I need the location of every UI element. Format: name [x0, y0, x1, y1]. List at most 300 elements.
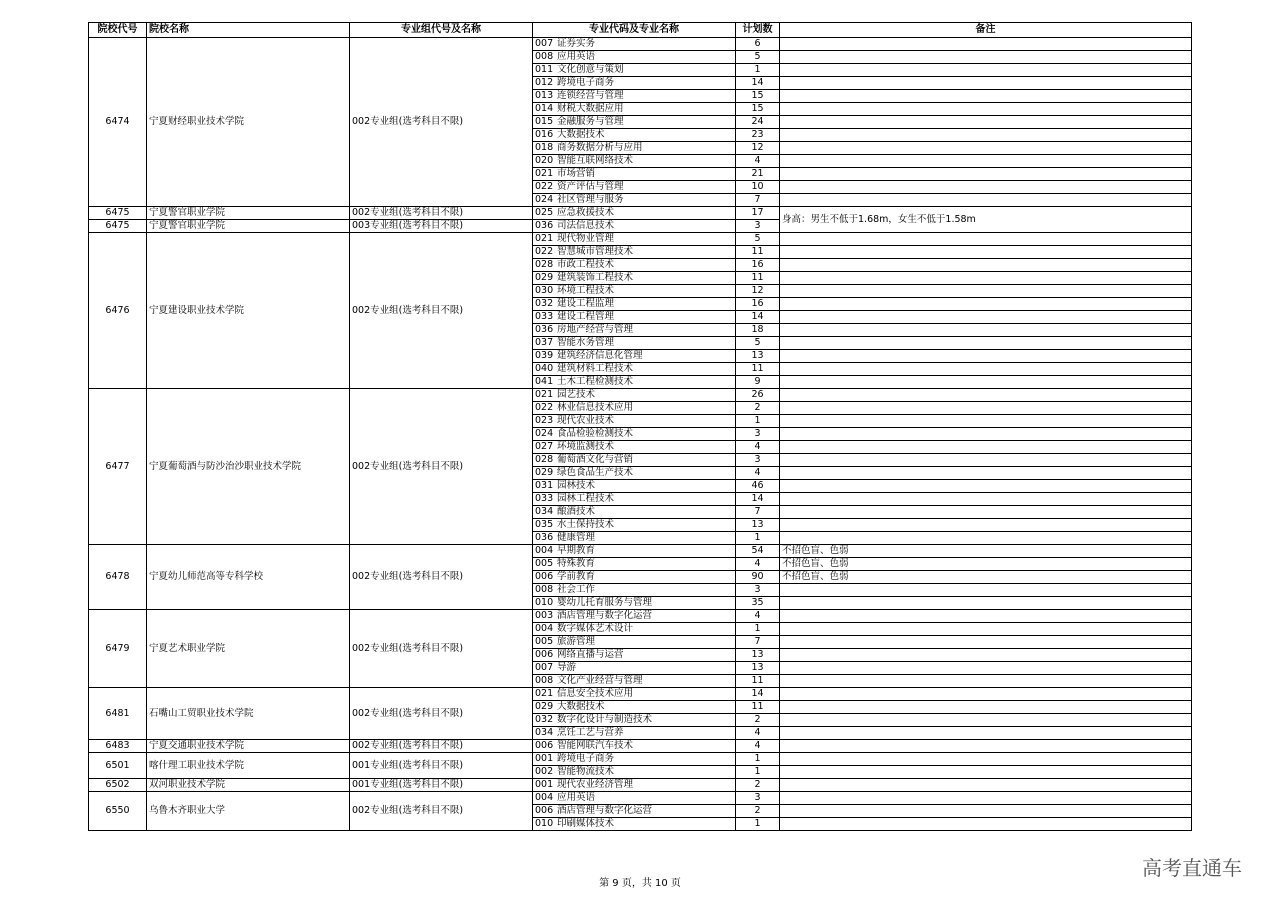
plan-cell: 11 [736, 363, 780, 376]
note-cell [780, 753, 1192, 766]
plan-cell: 7 [736, 194, 780, 207]
major-code: 029 [535, 272, 554, 284]
table-row [89, 779, 1192, 792]
major-code: 021 [535, 233, 554, 245]
major-name: 水土保持技术 [557, 519, 615, 531]
major-name: 跨境电子商务 [557, 753, 615, 765]
major-name: 大数据技术 [557, 129, 605, 141]
major-code: 008 [535, 584, 554, 596]
major-cell [533, 623, 736, 636]
note-cell [780, 246, 1192, 259]
plan-cell: 23 [736, 129, 780, 142]
major-code: 040 [535, 363, 554, 375]
group-cell: 002专业组(选考科目不限) [350, 740, 533, 753]
plan-cell: 15 [736, 90, 780, 103]
plan-cell: 15 [736, 103, 780, 116]
plan-cell: 1 [736, 64, 780, 77]
note-cell: 不招色盲、色弱 [780, 558, 1192, 571]
note-cell [780, 389, 1192, 402]
major-cell [533, 636, 736, 649]
note-cell [780, 623, 1192, 636]
major-code: 006 [535, 805, 554, 817]
group-cell: 002专业组(选考科目不限) [350, 38, 533, 207]
table-row [89, 38, 1192, 51]
school-name-cell: 宁夏警官职业学院 [147, 220, 350, 233]
note-cell [780, 532, 1192, 545]
major-cell [533, 415, 736, 428]
major-cell [533, 402, 736, 415]
major-code: 010 [535, 597, 554, 609]
plan-cell: 4 [736, 155, 780, 168]
note-cell [780, 766, 1192, 779]
plan-cell: 54 [736, 545, 780, 558]
group-cell: 002专业组(选考科目不限) [350, 688, 533, 740]
major-code: 021 [535, 389, 554, 401]
school-code-cell: 6477 [89, 389, 147, 545]
school-code-cell: 6502 [89, 779, 147, 792]
major-name: 学前教育 [557, 571, 596, 583]
plan-cell: 1 [736, 415, 780, 428]
plan-cell: 13 [736, 350, 780, 363]
major-name: 特殊教育 [557, 558, 596, 570]
plan-cell: 4 [736, 441, 780, 454]
plan-cell: 4 [736, 610, 780, 623]
major-code: 039 [535, 350, 554, 362]
major-code: 023 [535, 415, 554, 427]
major-name: 证券实务 [557, 38, 596, 50]
plan-cell: 5 [736, 233, 780, 246]
major-cell [533, 103, 736, 116]
school-code-cell: 6476 [89, 233, 147, 389]
major-name: 印刷媒体技术 [557, 818, 615, 830]
major-cell [533, 493, 736, 506]
major-cell [533, 77, 736, 90]
school-code-cell: 6501 [89, 753, 147, 779]
major-code: 013 [535, 90, 554, 102]
major-code: 002 [535, 766, 554, 778]
plan-cell: 4 [736, 558, 780, 571]
plan-cell: 24 [736, 116, 780, 129]
major-cell [533, 610, 736, 623]
note-cell [780, 38, 1192, 51]
major-code: 010 [535, 818, 554, 830]
major-code: 020 [535, 155, 554, 167]
note-cell [780, 805, 1192, 818]
major-name: 建筑装饰工程技术 [557, 272, 634, 284]
major-name: 园艺技术 [557, 389, 596, 401]
major-code: 033 [535, 493, 554, 505]
major-cell [533, 740, 736, 753]
major-name: 环境工程技术 [557, 285, 615, 297]
major-cell [533, 285, 736, 298]
school-code-cell: 6478 [89, 545, 147, 610]
major-cell [533, 454, 736, 467]
note-cell [780, 233, 1192, 246]
plan-cell: 2 [736, 714, 780, 727]
plan-cell: 5 [736, 51, 780, 64]
plan-cell: 3 [736, 428, 780, 441]
note-cell [780, 285, 1192, 298]
major-cell [533, 688, 736, 701]
plan-cell: 2 [736, 402, 780, 415]
note-cell [780, 519, 1192, 532]
major-cell [533, 324, 736, 337]
major-name: 园林工程技术 [557, 493, 615, 505]
major-name: 房地产经营与管理 [557, 324, 634, 336]
group-cell: 002专业组(选考科目不限) [350, 207, 533, 220]
note-cell [780, 64, 1192, 77]
major-code: 031 [535, 480, 554, 492]
note-cell [780, 649, 1192, 662]
major-code: 015 [535, 116, 554, 128]
plan-cell: 18 [736, 324, 780, 337]
major-cell [533, 584, 736, 597]
major-cell [533, 142, 736, 155]
plan-cell: 1 [736, 818, 780, 831]
major-cell [533, 155, 736, 168]
header-row [89, 23, 1192, 38]
major-code: 025 [535, 207, 554, 219]
plan-cell: 3 [736, 584, 780, 597]
major-cell [533, 64, 736, 77]
major-cell [533, 506, 736, 519]
plan-cell: 90 [736, 571, 780, 584]
major-name: 现代农业技术 [557, 415, 615, 427]
plan-cell: 5 [736, 337, 780, 350]
note-cell [780, 727, 1192, 740]
major-code: 036 [535, 220, 554, 232]
note-cell [780, 103, 1192, 116]
table-row [89, 753, 1192, 766]
header-major: 专业代码及专业名称 [533, 23, 736, 38]
plan-cell: 13 [736, 649, 780, 662]
major-name: 酒店管理与数字化运营 [557, 610, 653, 622]
major-code: 021 [535, 168, 554, 180]
header-group: 专业组代号及名称 [350, 23, 533, 38]
major-code: 008 [535, 675, 554, 687]
major-name: 建筑材料工程技术 [557, 363, 634, 375]
major-name: 园林技术 [557, 480, 596, 492]
table-row [89, 389, 1192, 402]
note-cell [780, 714, 1192, 727]
school-name-cell: 宁夏建设职业技术学院 [147, 233, 350, 389]
major-name: 现代物业管理 [557, 233, 615, 245]
major-name: 连锁经营与管理 [557, 90, 624, 102]
group-cell: 003专业组(选考科目不限) [350, 220, 533, 233]
note-cell: 不招色盲、色弱 [780, 545, 1192, 558]
major-name: 婴幼儿托育服务与管理 [557, 597, 653, 609]
note-cell [780, 116, 1192, 129]
note-cell: 身高：男生不低于1.68m，女生不低于1.58m [780, 207, 1192, 233]
plan-cell: 4 [736, 467, 780, 480]
major-name: 智能网联汽车技术 [557, 740, 634, 752]
plan-cell: 1 [736, 766, 780, 779]
major-code: 006 [535, 649, 554, 661]
major-name: 早期教育 [557, 545, 596, 557]
school-name-cell: 双河职业技术学院 [147, 779, 350, 792]
school-name-cell: 宁夏幼儿师范高等专科学校 [147, 545, 350, 610]
major-cell [533, 38, 736, 51]
plan-cell: 17 [736, 207, 780, 220]
major-code: 001 [535, 779, 554, 791]
note-cell [780, 467, 1192, 480]
major-name: 信息安全技术应用 [557, 688, 634, 700]
major-cell [533, 662, 736, 675]
note-cell [780, 298, 1192, 311]
major-name: 酒店管理与数字化运营 [557, 805, 653, 817]
header-plan: 计划数 [736, 23, 780, 38]
major-code: 021 [535, 688, 554, 700]
table-row [89, 610, 1192, 623]
school-name-cell: 宁夏交通职业技术学院 [147, 740, 350, 753]
major-name: 应用英语 [557, 792, 596, 804]
major-code: 001 [535, 753, 554, 765]
major-code: 022 [535, 402, 554, 414]
note-cell [780, 155, 1192, 168]
major-name: 智能水务管理 [557, 337, 615, 349]
plan-cell: 6 [736, 38, 780, 51]
group-cell: 002专业组(选考科目不限) [350, 389, 533, 545]
note-cell [780, 662, 1192, 675]
major-name: 食品检验检测技术 [557, 428, 634, 440]
major-cell [533, 779, 736, 792]
note-cell [780, 337, 1192, 350]
major-code: 003 [535, 610, 554, 622]
major-cell [533, 428, 736, 441]
note-cell [780, 272, 1192, 285]
table-row [89, 207, 1192, 220]
school-name-cell: 宁夏葡萄酒与防沙治沙职业技术学院 [147, 389, 350, 545]
plan-cell: 3 [736, 792, 780, 805]
major-name: 网络直播与运营 [557, 649, 624, 661]
major-code: 028 [535, 454, 554, 466]
major-code: 008 [535, 51, 554, 63]
note-cell [780, 493, 1192, 506]
major-code: 030 [535, 285, 554, 297]
school-name-cell: 喀什理工职业技术学院 [147, 753, 350, 779]
major-code: 006 [535, 571, 554, 583]
major-code: 036 [535, 324, 554, 336]
note-cell [780, 168, 1192, 181]
major-code: 028 [535, 259, 554, 271]
plan-cell: 35 [736, 597, 780, 610]
major-cell [533, 701, 736, 714]
note-cell [780, 610, 1192, 623]
major-code: 014 [535, 103, 554, 115]
major-cell [533, 519, 736, 532]
note-cell [780, 415, 1192, 428]
major-cell [533, 714, 736, 727]
table-body [89, 38, 1192, 831]
plan-cell: 14 [736, 77, 780, 90]
note-cell [780, 129, 1192, 142]
header-note: 备注 [780, 23, 1192, 38]
major-code: 005 [535, 636, 554, 648]
major-code: 012 [535, 77, 554, 89]
table-row [89, 688, 1192, 701]
major-name: 商务数据分析与应用 [557, 142, 643, 154]
note-cell [780, 77, 1192, 90]
plan-cell: 4 [736, 727, 780, 740]
plan-cell: 9 [736, 376, 780, 389]
note-cell [780, 142, 1192, 155]
major-name: 烹饪工艺与营养 [557, 727, 624, 739]
major-code: 004 [535, 623, 554, 635]
note-cell [780, 181, 1192, 194]
group-cell: 002专业组(选考科目不限) [350, 792, 533, 831]
note-cell [780, 584, 1192, 597]
major-cell [533, 129, 736, 142]
major-code: 034 [535, 506, 554, 518]
note-cell [780, 350, 1192, 363]
plan-cell: 3 [736, 220, 780, 233]
major-cell [533, 818, 736, 831]
major-cell [533, 51, 736, 64]
plan-cell: 11 [736, 246, 780, 259]
plan-cell: 11 [736, 675, 780, 688]
major-code: 033 [535, 311, 554, 323]
major-code: 032 [535, 298, 554, 310]
major-cell [533, 90, 736, 103]
major-name: 社区管理与服务 [557, 194, 624, 206]
major-code: 004 [535, 792, 554, 804]
major-code: 007 [535, 662, 554, 674]
plan-cell: 1 [736, 753, 780, 766]
major-name: 旅游管理 [557, 636, 596, 648]
plan-cell: 16 [736, 298, 780, 311]
major-name: 文化创意与策划 [557, 64, 624, 76]
school-name-cell: 石嘴山工贸职业技术学院 [147, 688, 350, 740]
school-code-cell: 6475 [89, 220, 147, 233]
major-cell [533, 467, 736, 480]
school-code-cell: 6481 [89, 688, 147, 740]
major-name: 市政工程技术 [557, 259, 615, 271]
header-school-name: 院校名称 [147, 23, 350, 38]
note-cell [780, 792, 1192, 805]
group-cell: 002专业组(选考科目不限) [350, 610, 533, 688]
table-row [89, 792, 1192, 805]
note-cell [780, 701, 1192, 714]
note-cell [780, 675, 1192, 688]
major-cell [533, 233, 736, 246]
major-code: 024 [535, 428, 554, 440]
major-cell [533, 116, 736, 129]
major-cell [533, 272, 736, 285]
admission-plan-table [88, 22, 1192, 831]
major-name: 跨境电子商务 [557, 77, 615, 89]
group-cell: 002专业组(选考科目不限) [350, 545, 533, 610]
school-code-cell: 6479 [89, 610, 147, 688]
note-cell: 不招色盲、色弱 [780, 571, 1192, 584]
major-code: 029 [535, 701, 554, 713]
plan-cell: 12 [736, 142, 780, 155]
major-name: 智慧城市管理技术 [557, 246, 634, 258]
major-name: 智能互联网络技术 [557, 155, 634, 167]
note-cell [780, 259, 1192, 272]
school-name-cell: 宁夏警官职业学院 [147, 207, 350, 220]
major-code: 036 [535, 532, 554, 544]
major-cell [533, 597, 736, 610]
plan-cell: 2 [736, 779, 780, 792]
major-name: 建筑经济信息化管理 [557, 350, 643, 362]
major-code: 018 [535, 142, 554, 154]
note-cell [780, 779, 1192, 792]
major-name: 林业信息技术应用 [557, 402, 634, 414]
plan-cell: 16 [736, 259, 780, 272]
major-cell [533, 558, 736, 571]
major-cell [533, 350, 736, 363]
major-name: 文化产业经营与管理 [557, 675, 643, 687]
plan-cell: 12 [736, 285, 780, 298]
major-name: 应急救援技术 [557, 207, 615, 219]
major-name: 建设工程管理 [557, 311, 615, 323]
plan-cell: 11 [736, 701, 780, 714]
group-cell: 001专业组(选考科目不限) [350, 753, 533, 779]
major-code: 007 [535, 38, 554, 50]
major-code: 022 [535, 246, 554, 258]
note-cell [780, 454, 1192, 467]
school-name-cell: 宁夏艺术职业学院 [147, 610, 350, 688]
note-cell [780, 740, 1192, 753]
major-cell [533, 376, 736, 389]
major-code: 024 [535, 194, 554, 206]
group-cell: 001专业组(选考科目不限) [350, 779, 533, 792]
plan-cell: 1 [736, 623, 780, 636]
major-cell [533, 545, 736, 558]
major-cell [533, 766, 736, 779]
major-name: 资产评估与管理 [557, 181, 624, 193]
header-school-code: 院校代号 [89, 23, 147, 38]
plan-cell: 14 [736, 493, 780, 506]
note-cell [780, 636, 1192, 649]
note-cell [780, 597, 1192, 610]
plan-cell: 14 [736, 688, 780, 701]
major-code: 035 [535, 519, 554, 531]
major-name: 财税大数据应用 [557, 103, 624, 115]
plan-cell: 26 [736, 389, 780, 402]
plan-cell: 13 [736, 519, 780, 532]
plan-cell: 10 [736, 181, 780, 194]
major-cell [533, 259, 736, 272]
major-cell [533, 311, 736, 324]
major-name: 金融服务与管理 [557, 116, 624, 128]
major-code: 005 [535, 558, 554, 570]
major-name: 环境监测技术 [557, 441, 615, 453]
plan-cell: 21 [736, 168, 780, 181]
plan-cell: 14 [736, 311, 780, 324]
major-code: 041 [535, 376, 554, 388]
major-cell [533, 532, 736, 545]
major-cell [533, 363, 736, 376]
major-name: 现代农业经济管理 [557, 779, 634, 791]
major-name: 司法信息技术 [557, 220, 615, 232]
major-code: 034 [535, 727, 554, 739]
major-name: 健康管理 [557, 532, 596, 544]
major-cell [533, 441, 736, 454]
major-name: 数字媒体艺术设计 [557, 623, 634, 635]
table-row [89, 545, 1192, 558]
major-code: 004 [535, 545, 554, 557]
note-cell [780, 376, 1192, 389]
page-footer: 第 9 页，共 10 页 [599, 878, 681, 889]
group-cell: 002专业组(选考科目不限) [350, 233, 533, 389]
plan-cell: 13 [736, 662, 780, 675]
major-cell [533, 220, 736, 233]
school-code-cell: 6474 [89, 38, 147, 207]
school-code-cell: 6483 [89, 740, 147, 753]
note-cell [780, 506, 1192, 519]
major-code: 006 [535, 740, 554, 752]
